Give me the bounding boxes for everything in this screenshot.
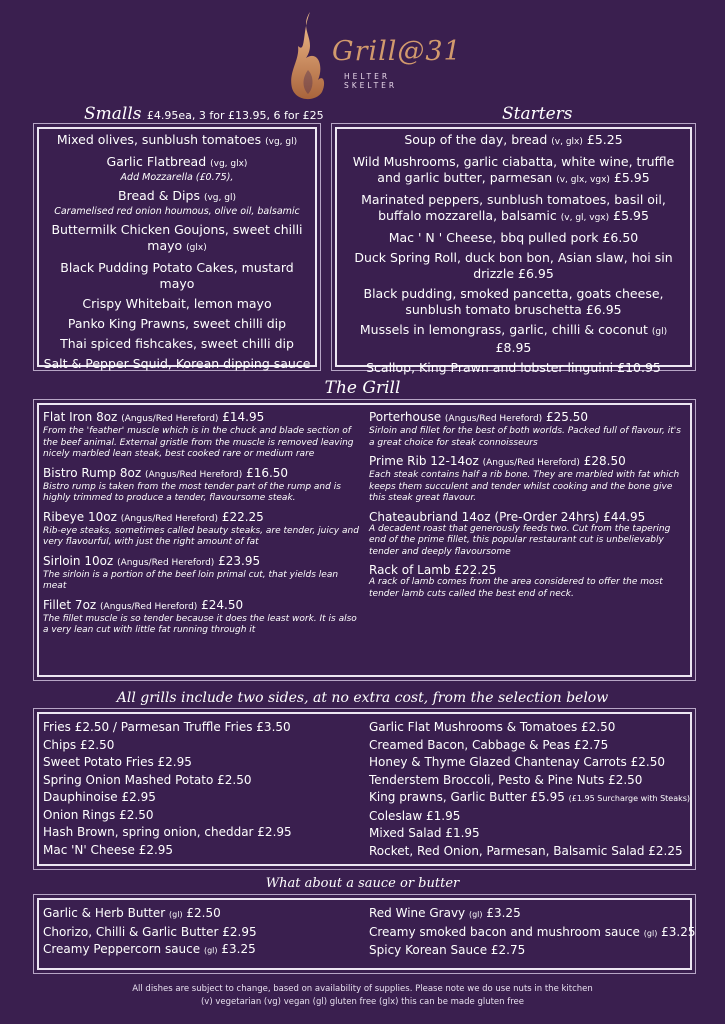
item-name: Prime Rib 12-14oz xyxy=(369,454,479,468)
side-text: Mixed Salad £1.95 xyxy=(369,826,480,840)
list-item xyxy=(43,941,257,960)
sauces-right-column xyxy=(369,905,696,960)
item-description: The sirloin is a portion of the beef loin primal cut, that yields lean meat xyxy=(43,569,339,591)
item-name: Rack of Lamb xyxy=(369,563,451,577)
side-text: Spring Onion Mashed Potato £2.50 xyxy=(43,772,252,787)
item-description: From the 'feather' muscle which is in the chuck and blade section of the beef animal. External gristle from the muscle is removed leaving nicely marbled lean steak, best cooked rare or medium rare xyxy=(43,426,354,459)
item-name: Flat Iron 8oz xyxy=(43,410,118,424)
item-tag: (v, gl, vgx) xyxy=(560,213,610,223)
list-item xyxy=(43,336,311,352)
side-text: Rocket, Red Onion, Parmesan, Balsamic Salad £2.25 xyxy=(369,843,683,858)
list-item xyxy=(341,286,686,318)
side-text: Creamed Bacon, Cabbage & Peas £2.75 xyxy=(369,737,609,752)
item-tag: (Angus/Red Hereford) xyxy=(120,513,218,524)
item-tag: (vg, glx) xyxy=(210,159,248,169)
smalls-title: Smalls xyxy=(84,104,142,124)
sauces-panel xyxy=(37,898,696,970)
list-item xyxy=(369,789,690,808)
item-price: £44.95 xyxy=(603,509,646,524)
item-price: £23.95 xyxy=(218,553,261,568)
sauces-left-column xyxy=(43,905,257,960)
side-text: Fries £2.50 / Parmesan Truffle Fries £3.50 xyxy=(43,720,291,734)
item-tag: (v, glx) xyxy=(551,137,583,147)
grill-right-column xyxy=(369,410,687,605)
item-description: Bistro rump is taken from the most tender part of the rump and is highly trimmed to produce a tender, flavoursome steak. xyxy=(43,481,341,503)
item-note: Add Mozzarella (£0.75), xyxy=(120,172,234,183)
item-price: £8.95 xyxy=(495,340,532,355)
list-item xyxy=(341,192,686,226)
starters-heading: Starters xyxy=(502,104,573,124)
list-item xyxy=(43,260,311,292)
item-name: Ribeye 10oz xyxy=(43,509,117,524)
item-name: Chateaubriand 14oz (Pre-Order 24hrs) xyxy=(369,509,600,524)
item-price: £6.95 xyxy=(585,302,622,317)
list-item xyxy=(369,942,696,960)
side-text: Coleslaw £1.95 xyxy=(369,808,461,823)
item-tag: (gl) xyxy=(651,327,668,337)
list-item xyxy=(43,737,292,755)
item-description: Sirloin and fillet for the best of both worlds. Packed full of flavour, it's a great choice for steak connoisseurs xyxy=(369,426,681,448)
brand-name: Grill@31 xyxy=(332,36,462,67)
list-item xyxy=(43,154,311,184)
list-item xyxy=(369,825,690,843)
item-name: Sirloin 10oz xyxy=(43,553,114,568)
grill-heading: The Grill xyxy=(324,378,401,398)
list-item xyxy=(43,132,311,150)
list-item xyxy=(341,230,686,246)
grill-panel xyxy=(37,403,692,677)
item-tag: (Angus/Red Hereford) xyxy=(117,557,215,568)
list-item xyxy=(43,554,361,593)
sides-right-column xyxy=(369,719,690,860)
side-text: Onion Rings £2.50 xyxy=(43,807,154,822)
item-name: Panko King Prawns, sweet chilli dip xyxy=(67,316,287,331)
side-note: (£1.95 Surcharge with Steaks) xyxy=(568,794,691,803)
item-tag: (Angus/Red Hereford) xyxy=(121,414,219,424)
item-tag: (Angus/Red Hereford) xyxy=(144,469,243,480)
item-description: A rack of lamb comes from the area considered to offer the most tender lamb cuts called the best end of neck. xyxy=(369,577,663,599)
item-name: Soup of the day, bread xyxy=(404,132,548,147)
list-item xyxy=(43,789,292,807)
side-text: Honey & Thyme Glazed Chantenay Carrots £2.50 xyxy=(369,755,665,769)
item-description: A decadent roast that generously feeds two. Cut from the tapering end of the prime fillet, this popular restaurant cut is unbelievably tender and deeply flavoursome xyxy=(369,523,671,557)
item-name: Scallop, King Prawn and lobster linguini xyxy=(366,360,614,375)
list-item xyxy=(43,807,292,825)
item-price: £3.25 xyxy=(486,906,521,920)
side-text: Sweet Potato Fries £2.95 xyxy=(43,755,192,769)
item-price: £14.95 xyxy=(222,410,265,424)
sides-heading: All grills include two sides, at no extra cost, from the selection below xyxy=(116,690,609,706)
brand-tagline: HELTER SKELTER xyxy=(344,72,398,90)
item-name: Duck Spring Roll, duck bon bon, Asian slaw, hoi sin drizzle xyxy=(354,250,673,281)
list-item xyxy=(341,132,686,150)
side-text: Hash Brown, spring onion, cheddar £2.95 xyxy=(43,825,292,839)
item-price: £22.25 xyxy=(221,509,264,524)
list-item xyxy=(341,322,686,356)
list-item xyxy=(43,598,361,637)
item-name: Marinated peppers, sunblush tomatoes, basil oil, buffalo mozzarella, balsamic xyxy=(361,192,666,223)
item-tag: (vg, gl) xyxy=(203,193,236,203)
smalls-heading xyxy=(84,104,324,124)
list-item xyxy=(369,924,696,943)
item-name: Black pudding, smoked pancetta, goats cheese, sunblush tomato bruschetta xyxy=(363,286,664,317)
list-item xyxy=(43,316,311,332)
list-item xyxy=(369,772,690,790)
item-price: £6.95 xyxy=(518,266,554,281)
list-item xyxy=(369,808,690,826)
item-price: £2.95 xyxy=(222,924,257,939)
item-note: Caramelised red onion houmous, olive oil, balsamic xyxy=(54,206,300,217)
item-tag: (Angus/Red Hereford) xyxy=(444,414,543,424)
list-item xyxy=(341,154,686,188)
item-name: Garlic & Herb Butter xyxy=(43,906,166,920)
list-item xyxy=(43,356,311,372)
list-item xyxy=(341,250,686,282)
item-name: Mac ' N ' Cheese, bbq pulled pork xyxy=(388,230,599,245)
starters-panel xyxy=(335,127,692,375)
item-name: Wild Mushrooms, garlic ciabatta, white wine, truffle and garlic butter, parmesan xyxy=(352,154,675,185)
item-name: Buttermilk Chicken Goujons, sweet chilli mayo xyxy=(51,222,303,253)
item-price: £5.95 xyxy=(613,170,650,185)
item-price: £3.25 xyxy=(221,942,256,956)
item-name: Creamy Peppercorn sauce xyxy=(43,942,201,956)
list-item xyxy=(369,905,696,924)
list-item xyxy=(43,410,361,461)
side-text: King prawns, Garlic Butter £5.95 xyxy=(369,790,565,804)
item-tag: (glx) xyxy=(186,243,207,253)
grill-left-column xyxy=(43,410,361,642)
list-item xyxy=(43,924,257,942)
item-tag: (v, glx, vgx) xyxy=(556,175,610,185)
sides-left-column xyxy=(43,719,292,859)
list-item xyxy=(43,466,361,505)
list-item xyxy=(369,410,687,449)
list-item xyxy=(369,510,687,559)
item-price: £3.25 xyxy=(661,924,696,939)
list-item xyxy=(369,843,690,861)
item-tag: (gl) xyxy=(169,910,183,919)
item-tag: (Angus/Red Hereford) xyxy=(100,601,198,612)
sauces-heading: What about a sauce or butter xyxy=(265,876,460,891)
footer-note: All dishes are subject to change, based on availability of supplies. Please note we do use nuts in the kitchen xyxy=(132,984,593,994)
footer-legend: (v) vegetarian (vg) vegan (gl) gluten free (glx) this can be made gluten free xyxy=(200,997,524,1007)
item-description: Rib-eye steaks, sometimes called beauty steaks, are tender, juicy and very flavourful, with just the right amount of fat xyxy=(43,525,359,547)
item-name: Mixed olives, sunblush tomatoes xyxy=(56,132,262,147)
item-price: £22.25 xyxy=(454,563,497,577)
item-price: £5.25 xyxy=(586,132,623,147)
item-price: £25.50 xyxy=(546,410,589,424)
item-tag: (gl) xyxy=(203,946,218,955)
list-item xyxy=(43,222,311,256)
list-item xyxy=(43,842,292,860)
item-name: Crispy Whitebait, lemon mayo xyxy=(82,296,272,311)
list-item xyxy=(369,563,687,600)
item-description: The fillet muscle is so tender because it does the least work. It is also a very lean cut with little fat running through it xyxy=(43,613,357,635)
item-tag: (gl) xyxy=(468,910,483,919)
list-item xyxy=(369,737,690,755)
list-item xyxy=(43,754,292,772)
item-name: Garlic Flatbread xyxy=(106,154,207,169)
list-item xyxy=(43,296,311,312)
item-name: Bread & Dips xyxy=(118,188,200,203)
item-price: £2.75 xyxy=(490,943,526,957)
list-item xyxy=(43,719,292,737)
smalls-panel xyxy=(37,127,317,371)
item-name: Fillet 7oz xyxy=(43,597,97,612)
item-name: Porterhouse xyxy=(369,410,442,424)
item-price: £24.50 xyxy=(201,597,244,612)
smalls-list xyxy=(43,132,311,372)
sides-panel xyxy=(37,712,692,866)
item-price: £5.95 xyxy=(613,208,649,223)
list-item xyxy=(43,188,311,218)
side-text: Mac 'N' Cheese £2.95 xyxy=(43,842,174,857)
item-price: £2.50 xyxy=(186,906,221,920)
item-price: £16.50 xyxy=(246,465,289,480)
list-item xyxy=(369,754,690,772)
item-price: £10.95 xyxy=(617,360,661,375)
list-item xyxy=(43,824,292,842)
starters-list xyxy=(341,132,686,376)
item-tag: (gl) xyxy=(643,928,658,938)
smalls-pricing: £4.95ea, 3 for £13.95, 6 for £25 xyxy=(146,109,324,122)
side-text: Chips £2.50 xyxy=(43,737,115,752)
item-name: Bistro Rump 8oz xyxy=(43,465,142,480)
list-item xyxy=(369,719,690,737)
item-name: Chorizo, Chilli & Garlic Butter xyxy=(43,924,219,939)
item-name: Thai spiced fishcakes, sweet chilli dip xyxy=(60,336,294,351)
item-price: £28.50 xyxy=(583,454,626,468)
item-name: Spicy Korean Sauce xyxy=(369,943,488,957)
list-item xyxy=(43,905,257,924)
list-item xyxy=(341,360,686,376)
item-tag: (vg, gl) xyxy=(265,137,298,147)
item-name: Salt & Pepper Squid, Korean dipping sauce xyxy=(43,356,311,371)
item-name: Black Pudding Potato Cakes, mustard mayo xyxy=(60,260,294,291)
list-item xyxy=(43,772,292,790)
list-item xyxy=(43,510,361,549)
side-text: Tenderstem Broccoli, Pesto & Pine Nuts £2.50 xyxy=(369,772,643,787)
logo xyxy=(288,10,462,102)
item-name: Mussels in lemongrass, garlic, chilli & coconut xyxy=(359,322,648,337)
list-item xyxy=(369,454,687,505)
item-tag: (Angus/Red Hereford) xyxy=(482,458,580,468)
flame-icon xyxy=(288,10,328,100)
item-price: £6.50 xyxy=(602,230,639,245)
item-description: Each steak contains half a rib bone. They are marbled with fat which keeps them succulent and tender whilst cooking and the bone give this steak great flavour. xyxy=(369,470,680,503)
side-text: Dauphinoise £2.95 xyxy=(43,790,156,804)
item-name: Creamy smoked bacon and mushroom sauce xyxy=(369,924,640,939)
side-text: Garlic Flat Mushrooms & Tomatoes £2.50 xyxy=(369,720,616,734)
item-name: Red Wine Gravy xyxy=(369,906,466,920)
